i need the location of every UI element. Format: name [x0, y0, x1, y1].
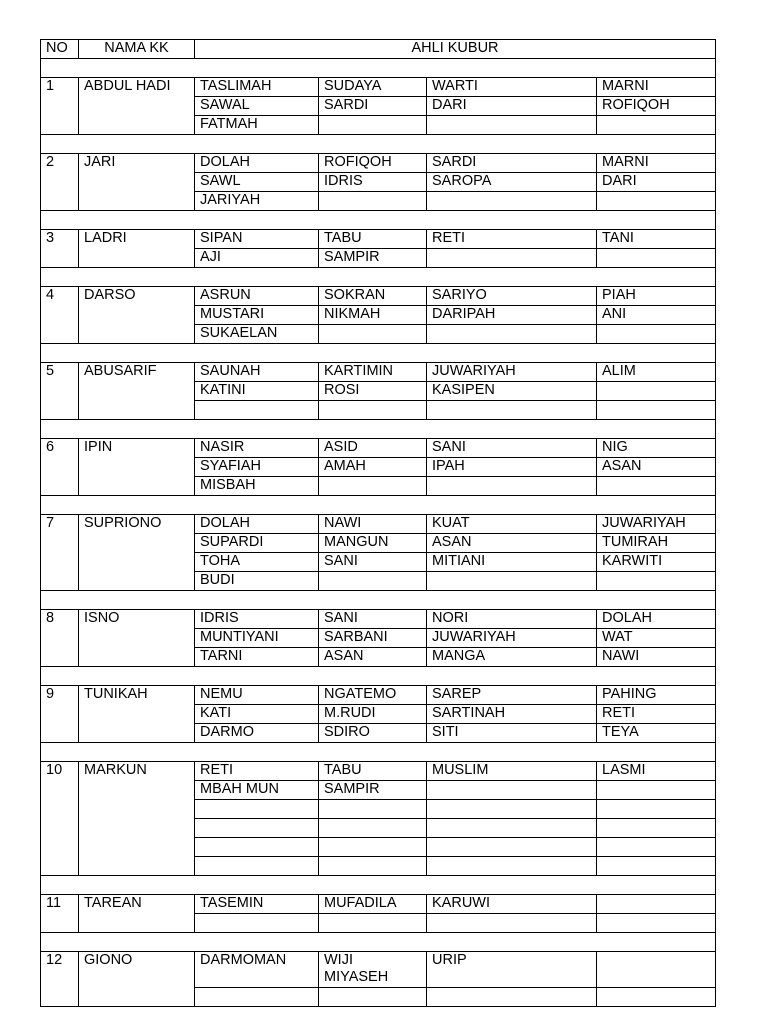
grave-name-cell: DARMOMAN	[195, 952, 319, 988]
grave-name-cell: NGATEMO	[319, 686, 427, 705]
family-head-name: DARSO	[79, 287, 195, 344]
grave-name-cell: NEMU	[195, 686, 319, 705]
grave-name-cell	[597, 249, 716, 268]
spacer-row	[41, 344, 716, 363]
grave-name-cell: ASAN	[427, 534, 597, 553]
family-number: 5	[41, 363, 79, 420]
grave-name-cell: DARMO	[195, 724, 319, 743]
family-number: 1	[41, 78, 79, 135]
grave-name-cell: JUWARIYAH	[427, 629, 597, 648]
grave-name-cell: JARIYAH	[195, 192, 319, 211]
grave-name-cell: TASEMIN	[195, 895, 319, 914]
spacer-cell	[41, 933, 716, 952]
grave-name-cell: ROFIQOH	[597, 97, 716, 116]
grave-name-cell	[319, 800, 427, 819]
family-head-name: ISNO	[79, 610, 195, 667]
spacer-row	[41, 591, 716, 610]
table-row	[41, 686, 716, 705]
grave-name-cell	[427, 857, 597, 876]
table-row	[41, 154, 716, 173]
grave-name-cell: SANI	[319, 553, 427, 572]
grave-name-cell: TUMIRAH	[597, 534, 716, 553]
grave-name-cell: ASAN	[319, 648, 427, 667]
grave-name-cell: MISBAH	[195, 477, 319, 496]
grave-name-cell: IDRIS	[319, 173, 427, 192]
grave-name-cell	[319, 914, 427, 933]
grave-name-cell: DOLAH	[597, 610, 716, 629]
family-head-name: ABUSARIF	[79, 363, 195, 420]
grave-name-cell: WAT	[597, 629, 716, 648]
grave-name-cell: NORI	[427, 610, 597, 629]
grave-name-cell: MITIANI	[427, 553, 597, 572]
grave-name-cell: WARTI	[427, 78, 597, 97]
grave-name-cell	[319, 401, 427, 420]
grave-name-cell: MUSTARI	[195, 306, 319, 325]
grave-name-cell: AJI	[195, 249, 319, 268]
grave-name-cell	[319, 572, 427, 591]
grave-name-cell: MUSLIM	[427, 762, 597, 781]
grave-name-cell	[427, 192, 597, 211]
grave-name-cell: M.RUDI	[319, 705, 427, 724]
grave-name-cell	[427, 116, 597, 135]
grave-name-cell: FATMAH	[195, 116, 319, 135]
spacer-cell	[41, 876, 716, 895]
family-number: 7	[41, 515, 79, 591]
grave-name-cell: MUNTIYANI	[195, 629, 319, 648]
grave-name-cell: NASIR	[195, 439, 319, 458]
grave-name-cell	[319, 192, 427, 211]
grave-name-cell: SYAFIAH	[195, 458, 319, 477]
family-head-name: LADRI	[79, 230, 195, 268]
table-row	[41, 287, 716, 306]
table-row	[41, 363, 716, 382]
grave-name-cell	[427, 914, 597, 933]
grave-name-cell: NAWI	[319, 515, 427, 534]
grave-name-cell: WIJI MIYASEH	[319, 952, 427, 988]
grave-name-cell: NAWI	[597, 648, 716, 667]
family-head-name: MARKUN	[79, 762, 195, 876]
grave-name-cell	[319, 857, 427, 876]
spacer-cell	[41, 591, 716, 610]
grave-name-cell: AMAH	[319, 458, 427, 477]
grave-name-cell: SARTINAH	[427, 705, 597, 724]
table-row	[41, 952, 716, 988]
grave-name-cell: KASIPEN	[427, 382, 597, 401]
grave-name-cell: KATI	[195, 705, 319, 724]
grave-name-cell: JUWARIYAH	[427, 363, 597, 382]
grave-name-cell: LASMI	[597, 762, 716, 781]
grave-name-cell: SARIYO	[427, 287, 597, 306]
family-number: 3	[41, 230, 79, 268]
grave-name-cell	[319, 325, 427, 344]
grave-name-cell: ASAN	[597, 458, 716, 477]
grave-name-cell	[597, 572, 716, 591]
grave-name-cell	[597, 116, 716, 135]
grave-name-cell	[195, 988, 319, 1007]
grave-name-cell: KATINI	[195, 382, 319, 401]
grave-name-cell: SARDI	[427, 154, 597, 173]
spacer-row	[41, 496, 716, 515]
grave-name-cell	[597, 325, 716, 344]
family-head-name: ABDUL HADI	[79, 78, 195, 135]
header-row	[41, 40, 716, 59]
grave-name-cell: MANGUN	[319, 534, 427, 553]
spacer-row	[41, 933, 716, 952]
grave-name-cell	[195, 838, 319, 857]
grave-name-cell	[195, 401, 319, 420]
grave-name-cell: SANI	[427, 439, 597, 458]
grave-name-cell	[319, 838, 427, 857]
grave-name-cell: NIG	[597, 439, 716, 458]
spacer-row	[41, 268, 716, 287]
grave-name-cell	[597, 477, 716, 496]
grave-name-cell: NIKMAH	[319, 306, 427, 325]
grave-name-cell: MBAH MUN	[195, 781, 319, 800]
grave-name-cell: SARBANI	[319, 629, 427, 648]
grave-name-cell	[427, 401, 597, 420]
family-head-name: JARI	[79, 154, 195, 211]
burial-table	[40, 39, 716, 1007]
grave-name-cell: SAUNAH	[195, 363, 319, 382]
spacer-cell	[41, 211, 716, 230]
grave-name-cell: SANI	[319, 610, 427, 629]
grave-name-cell: DOLAH	[195, 515, 319, 534]
grave-name-cell	[195, 857, 319, 876]
table-row	[41, 895, 716, 914]
grave-name-cell: RETI	[597, 705, 716, 724]
spacer-cell	[41, 496, 716, 515]
family-head-name: GIONO	[79, 952, 195, 1007]
table-row	[41, 762, 716, 781]
grave-name-cell: SUKAELAN	[195, 325, 319, 344]
grave-name-cell: SOKRAN	[319, 287, 427, 306]
family-head-name: TAREAN	[79, 895, 195, 933]
grave-name-cell: TANI	[597, 230, 716, 249]
grave-name-cell: SAROPA	[427, 173, 597, 192]
table-row	[41, 439, 716, 458]
grave-name-cell: KARWITI	[597, 553, 716, 572]
grave-name-cell	[427, 819, 597, 838]
grave-name-cell	[195, 914, 319, 933]
grave-name-cell: DARI	[427, 97, 597, 116]
grave-name-cell: DARI	[597, 173, 716, 192]
grave-name-cell: MARNI	[597, 154, 716, 173]
grave-name-cell	[427, 781, 597, 800]
burial-table-body	[41, 40, 716, 1007]
grave-name-cell: JUWARIYAH	[597, 515, 716, 534]
grave-name-cell	[319, 477, 427, 496]
grave-name-cell	[195, 819, 319, 838]
grave-name-cell: KUAT	[427, 515, 597, 534]
table-row	[41, 515, 716, 534]
spacer-row	[41, 420, 716, 439]
spacer-cell	[41, 268, 716, 287]
spacer-cell	[41, 667, 716, 686]
spacer-cell	[41, 743, 716, 762]
family-head-name: SUPRIONO	[79, 515, 195, 591]
grave-name-cell	[319, 819, 427, 838]
grave-name-cell	[597, 952, 716, 988]
grave-name-cell	[427, 249, 597, 268]
family-number: 2	[41, 154, 79, 211]
grave-name-cell: MANGA	[427, 648, 597, 667]
grave-name-cell	[319, 116, 427, 135]
grave-name-cell	[427, 477, 597, 496]
grave-name-cell: MARNI	[597, 78, 716, 97]
grave-name-cell: TABU	[319, 762, 427, 781]
grave-name-cell: SAWAL	[195, 97, 319, 116]
grave-name-cell	[597, 819, 716, 838]
grave-name-cell	[427, 838, 597, 857]
grave-name-cell: BUDI	[195, 572, 319, 591]
grave-name-cell	[597, 895, 716, 914]
spacer-row	[41, 876, 716, 895]
grave-name-cell: PIAH	[597, 287, 716, 306]
grave-name-cell: SARDI	[319, 97, 427, 116]
grave-name-cell: IPAH	[427, 458, 597, 477]
grave-name-cell	[427, 325, 597, 344]
table-row	[41, 610, 716, 629]
grave-name-cell: URIP	[427, 952, 597, 988]
grave-name-cell: ANI	[597, 306, 716, 325]
family-number: 6	[41, 439, 79, 496]
grave-name-cell: SDIRO	[319, 724, 427, 743]
grave-name-cell	[319, 988, 427, 1007]
spacer-cell	[41, 344, 716, 363]
grave-name-cell: MUFADILA	[319, 895, 427, 914]
grave-name-cell: SITI	[427, 724, 597, 743]
grave-name-cell: TABU	[319, 230, 427, 249]
header-ahli-kubur: AHLI KUBUR	[195, 40, 716, 59]
grave-name-cell: RETI	[427, 230, 597, 249]
header-nama-kk: NAMA KK	[79, 40, 195, 59]
grave-name-cell	[195, 800, 319, 819]
grave-name-cell: KARTIMIN	[319, 363, 427, 382]
family-head-name: TUNIKAH	[79, 686, 195, 743]
family-number: 11	[41, 895, 79, 933]
grave-name-cell: PAHING	[597, 686, 716, 705]
grave-name-cell: SIPAN	[195, 230, 319, 249]
table-row	[41, 230, 716, 249]
grave-name-cell	[597, 800, 716, 819]
family-number: 9	[41, 686, 79, 743]
grave-name-cell: TOHA	[195, 553, 319, 572]
spacer-row	[41, 667, 716, 686]
grave-name-cell: RETI	[195, 762, 319, 781]
spacer-row	[41, 135, 716, 154]
grave-name-cell: KARUWI	[427, 895, 597, 914]
spacer-row	[41, 211, 716, 230]
grave-name-cell: TARNI	[195, 648, 319, 667]
family-number: 8	[41, 610, 79, 667]
grave-name-cell	[427, 572, 597, 591]
grave-name-cell	[597, 914, 716, 933]
grave-name-cell	[597, 781, 716, 800]
grave-name-cell: SAREP	[427, 686, 597, 705]
grave-name-cell	[597, 401, 716, 420]
grave-name-cell	[597, 192, 716, 211]
grave-name-cell: ROFIQOH	[319, 154, 427, 173]
spacer-cell	[41, 420, 716, 439]
header-no: NO	[41, 40, 79, 59]
grave-name-cell: SAMPIR	[319, 249, 427, 268]
grave-name-cell: IDRIS	[195, 610, 319, 629]
family-number: 4	[41, 287, 79, 344]
grave-name-cell: SAMPIR	[319, 781, 427, 800]
grave-name-cell: SAWL	[195, 173, 319, 192]
spacer-cell	[41, 135, 716, 154]
grave-name-cell	[597, 857, 716, 876]
family-number: 12	[41, 952, 79, 1007]
spacer-row	[41, 743, 716, 762]
grave-name-cell: DOLAH	[195, 154, 319, 173]
grave-name-cell: ASRUN	[195, 287, 319, 306]
family-head-name: IPIN	[79, 439, 195, 496]
spacer-row	[41, 59, 716, 78]
grave-name-cell: ROSI	[319, 382, 427, 401]
family-number: 10	[41, 762, 79, 876]
grave-name-cell	[427, 800, 597, 819]
grave-name-cell: TEYA	[597, 724, 716, 743]
grave-name-cell: DARIPAH	[427, 306, 597, 325]
grave-name-cell: TASLIMAH	[195, 78, 319, 97]
grave-name-cell: ASID	[319, 439, 427, 458]
grave-name-cell: ALIM	[597, 363, 716, 382]
grave-name-cell	[597, 838, 716, 857]
grave-name-cell: SUDAYA	[319, 78, 427, 97]
grave-name-cell	[597, 382, 716, 401]
spacer-cell	[41, 59, 716, 78]
grave-name-cell: SUPARDI	[195, 534, 319, 553]
table-row	[41, 78, 716, 97]
grave-name-cell	[597, 988, 716, 1007]
grave-name-cell	[427, 988, 597, 1007]
